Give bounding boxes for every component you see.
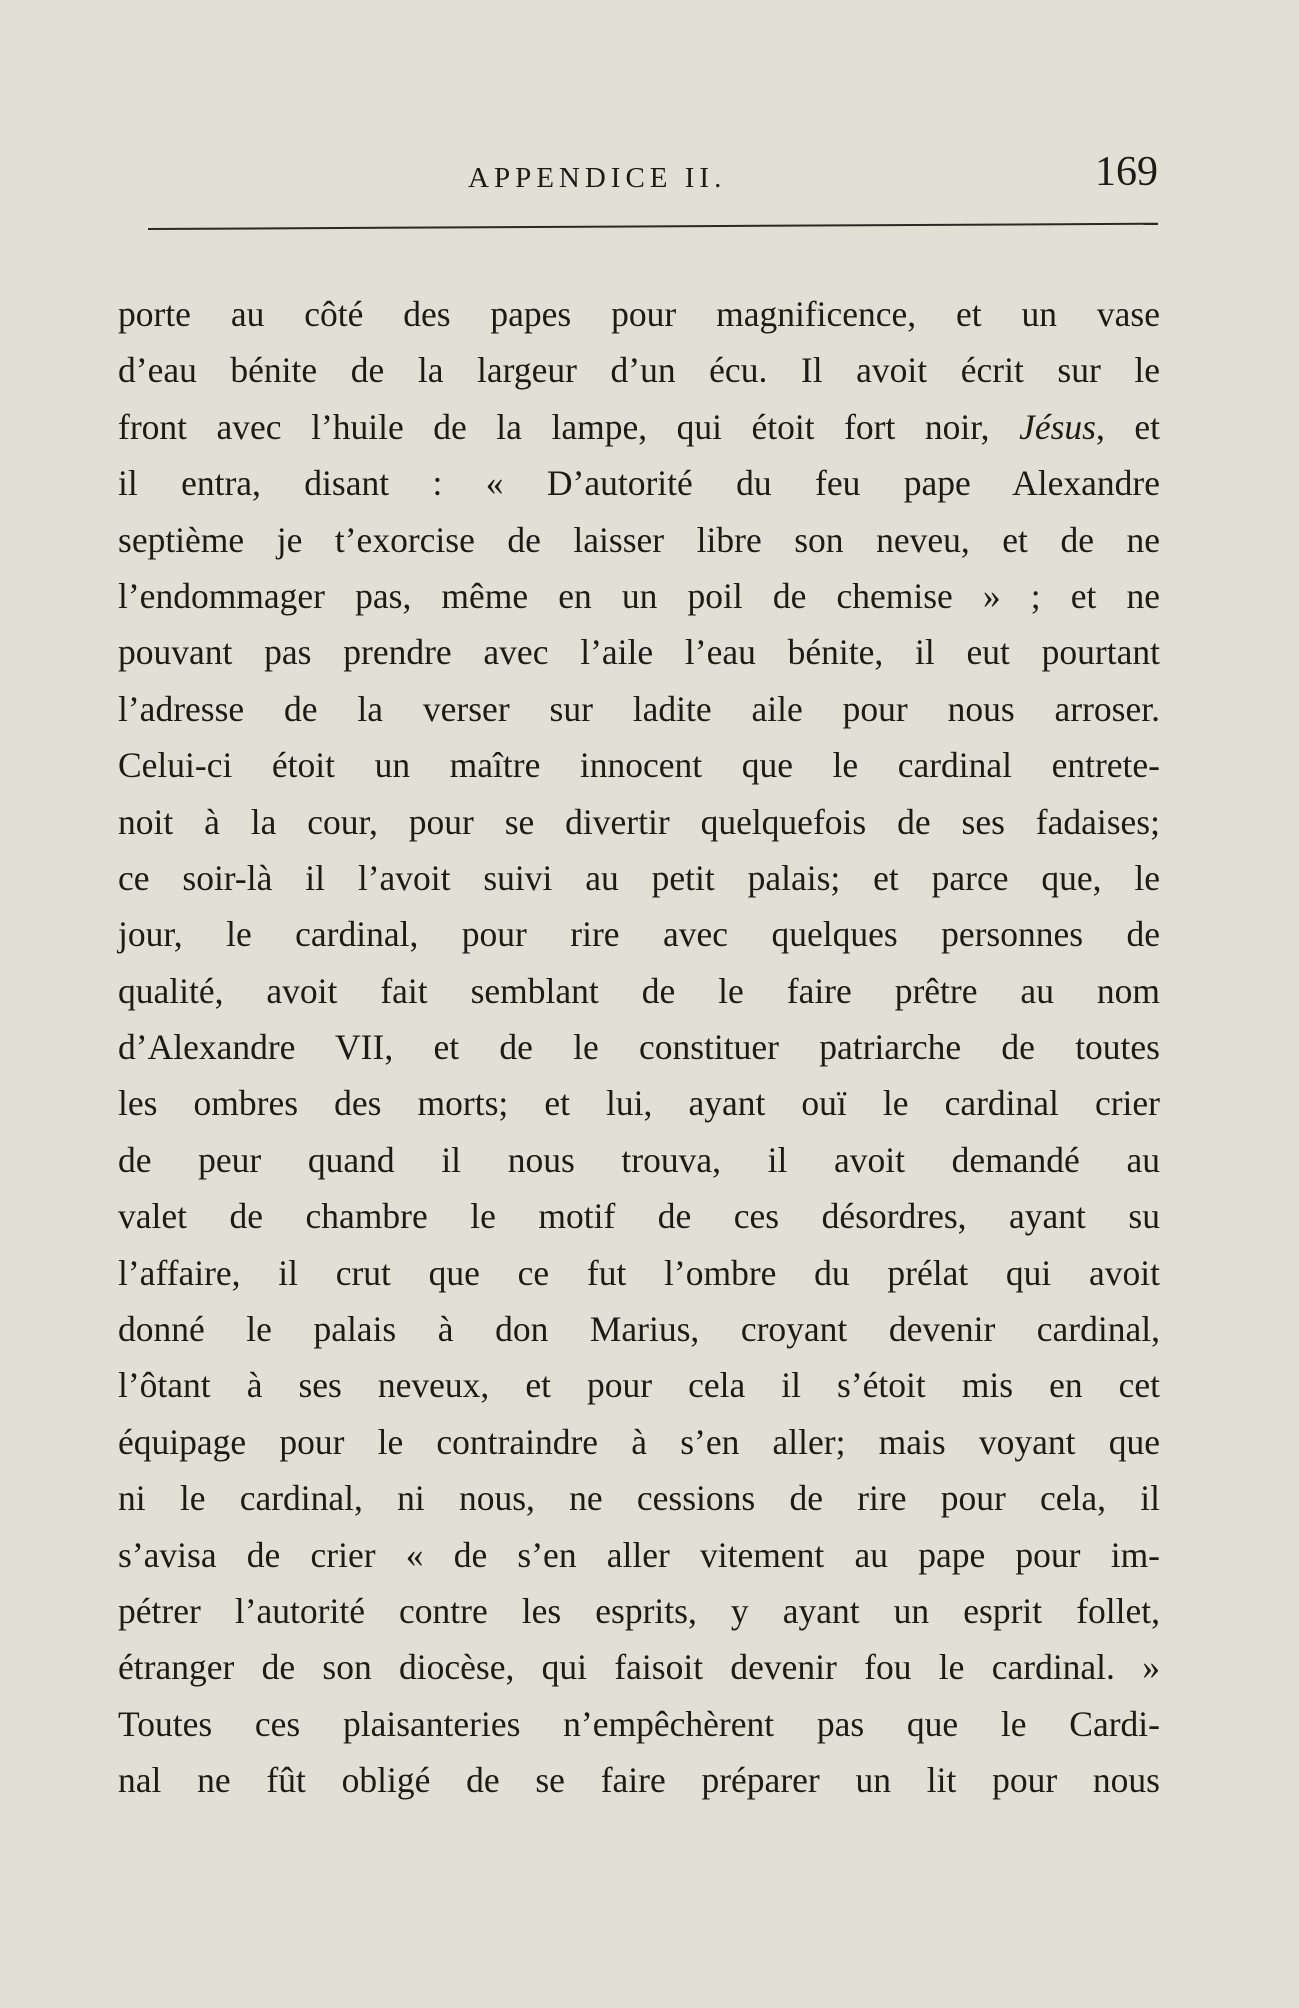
text-line: de peur quand il nous trouva, il avoit demandé au [118,1139,1160,1180]
text-line: l’endommager pas, même en un poil de chemise » ; et ne [118,575,1160,616]
header-rule [148,223,1158,230]
text-line: ni le cardinal, ni nous, ne cessions de rire pour cela, il [118,1478,1160,1519]
text-line: valet de chambre le motif de ces désordres, ayant su [118,1196,1160,1237]
text-line: jour, le cardinal, pour rire avec quelques personnes de [118,914,1160,955]
text-line: ce soir-là il l’avoit suivi au petit palais; et parce que, le [118,857,1160,898]
text-line: étranger de son diocèse, qui faisoit devenir fou le cardinal. » [118,1647,1160,1688]
text-line: s’avisa de crier « de s’en aller vitement au pape pour im- [118,1534,1160,1575]
text-line: il entra, disant : « D’autorité du feu pape Alexandre [118,463,1160,504]
text-line: l’ôtant à ses neveux, et pour cela il s’étoit mis en cet [118,1365,1160,1406]
text-line: d’Alexandre VII, et de le constituer patriarche de toutes [118,1027,1160,1068]
text-line: pétrer l’autorité contre les esprits, y ayant un esprit follet, [118,1590,1160,1631]
text-line: septième je t’exorcise de laisser libre son neveu, et de ne [118,519,1160,560]
italic-word: Jésus [1019,406,1096,447]
body-text [118,286,1160,1809]
text-line: les ombres des morts; et lui, ayant ouï le cardinal crier [118,1083,1160,1124]
text-line: équipage pour le contraindre à s’en aller; mais voyant que [118,1421,1160,1462]
running-head [148,148,1158,208]
text-line: noit à la cour, pour se divertir quelquefois de ses fadaises; [118,801,1160,842]
page-number: 169 [1095,149,1158,195]
text-line: l’adresse de la verser sur ladite aile pour nous arroser. [118,688,1160,729]
text-line: d’eau bénite de la largeur d’un écu. Il avoit écrit sur le [118,350,1160,391]
text-line: l’affaire, il crut que ce fut l’ombre du prélat qui avoit [118,1252,1160,1293]
text-line: Toutes ces plaisanteries n’empêchèrent pas que le Cardi- [118,1703,1160,1744]
text-line: qualité, avoit fait semblant de le faire prêtre au nom [118,970,1160,1011]
running-title: APPENDICE II. [468,162,727,194]
text-line: porte au côté des papes pour magnificence, et un vase [118,294,1160,334]
text-line: pouvant pas prendre avec l’aile l’eau bénite, il eut pourtant [118,632,1160,673]
text-line: front avec l’huile de la lampe, qui étoit fort noir, Jésus, et [118,406,1160,447]
text-line: Celui-ci étoit un maître innocent que le cardinal entrete- [118,745,1160,786]
text-line: nal ne fût obligé de se faire préparer un lit pour nous [118,1760,1160,1801]
text-line: donné le palais à don Marius, croyant devenir cardinal, [118,1309,1160,1350]
